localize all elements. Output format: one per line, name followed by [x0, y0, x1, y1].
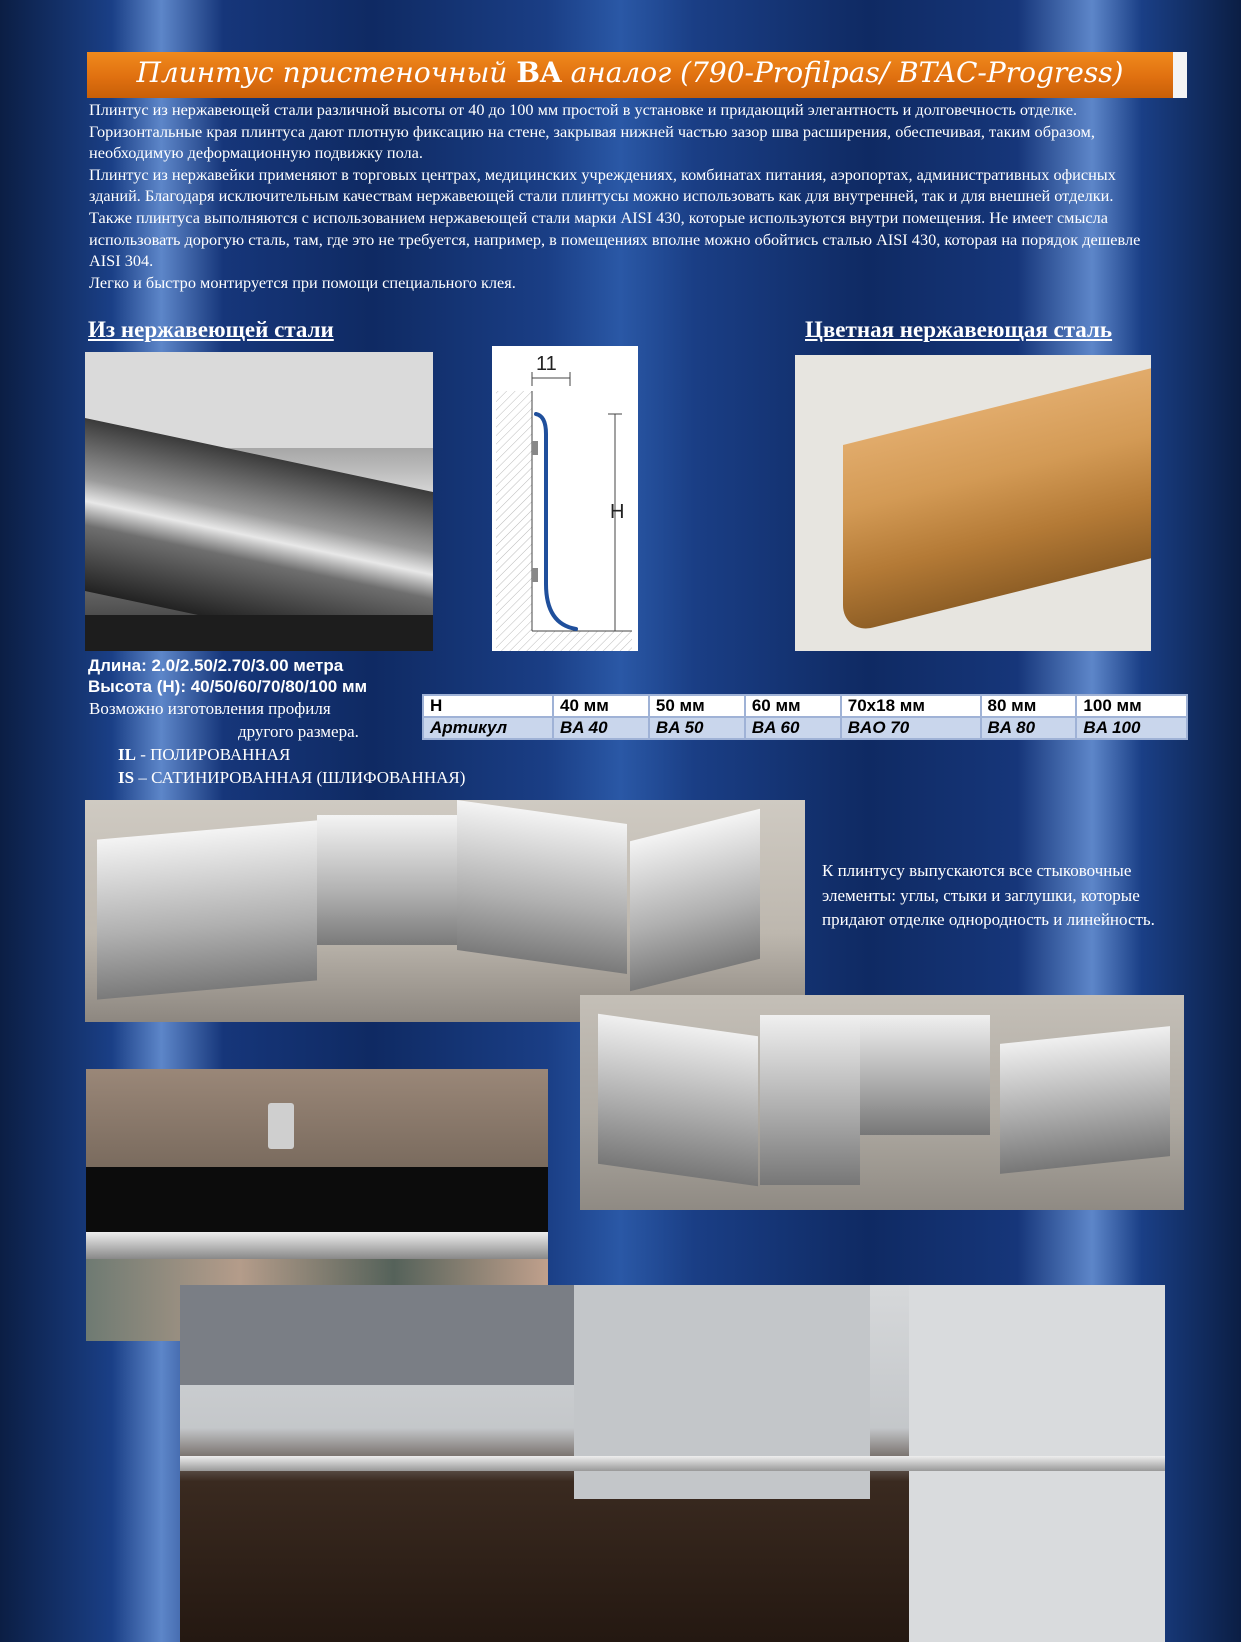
table-cell: BA 60 — [746, 718, 840, 738]
profile-drawing — [492, 346, 638, 651]
accessories-description: К плинтусу выпускаются все стыковочные элементы: углы, стыки и заглушки, которые придают отделке однородность и линейность. — [822, 861, 1155, 929]
heading-colored-steel: Цветная нержавеющая сталь — [805, 317, 1113, 342]
table-cell: 100 мм — [1077, 696, 1186, 716]
intro-paragraph: Легко и быстро монтируется при помощи специального клея. — [89, 272, 516, 292]
intro-paragraph: Плинтус из нержавейки применяют в торговых центрах, медицинских учреждениях, комбинатах питания, аэропортах, административных офисных зданий. Благодаря исключительным качествам нержавеющей стали плинтусы можно использовать как для внутренней, так и для внешней отделки. — [89, 164, 1116, 206]
sizes-table — [422, 694, 1188, 740]
intro-paragraph: Плинтус из нержавеющей стали различной высоты от 40 до 100 мм простой в установке и придающий элегантность и долговечность отделке. Горизонтальные края плинтуса дают плотную фиксацию на стене, закрывая нижней частью зазор шва расширения, обеспечивая, таким образом, необходимую деформационную подвижку пола. — [89, 100, 1095, 163]
custom-size-note-line2: другого размера. — [238, 722, 359, 741]
table-cell: BA 40 — [554, 718, 648, 738]
table-row — [424, 718, 1186, 738]
custom-size-note-line1: Возможно изготовления профиля — [89, 699, 331, 718]
finish-item: IL - ПОЛИРОВАННАЯ — [118, 745, 291, 764]
width-dimension-label: 11 — [536, 353, 557, 375]
intro-text — [89, 99, 1169, 293]
table-cell: BA 100 — [1077, 718, 1186, 738]
intro-paragraph: Также плинтуса выполняются с использованием нержавеющей стали марки AISI 430, которые используются внутри помещения. Не имеет смысла использовать дорогую сталь, там, где это не требуется, например, в помещениях вполне можно обойтись сталью AISI 430, которая на порядок дешевле AISI 304. — [89, 207, 1141, 271]
table-cell: BA 50 — [650, 718, 744, 738]
title-bar — [87, 52, 1187, 98]
height-spec: Высота (Н): 40/50/60/70/80/100 мм — [88, 677, 368, 696]
stainless-skirting-photo — [85, 352, 433, 651]
table-cell: 50 мм — [650, 696, 744, 716]
table-header-cell: Н — [424, 696, 552, 716]
heading-stainless: Из нержавеющей стали — [88, 317, 334, 342]
finish-item: IS – САТИНИРОВАННАЯ (ШЛИФОВАННАЯ) — [118, 768, 466, 787]
table-cell: 80 мм — [982, 696, 1076, 716]
table-cell: BAO 70 — [842, 718, 980, 738]
table-cell: BA 80 — [982, 718, 1076, 738]
table-row — [424, 696, 1186, 716]
page-title: Плинтус пристеночный BA аналог (790-Profilpas/ BTAC-Progress) — [136, 56, 1124, 89]
table-header-cell: Артикул — [424, 718, 552, 738]
finish-list — [118, 743, 465, 789]
interior-installation-photo — [180, 1285, 1165, 1642]
table-cell: 40 мм — [554, 696, 648, 716]
accessories-photo-2 — [580, 995, 1184, 1210]
length-spec: Длина: 2.0/2.50/2.70/3.00 метра — [88, 656, 344, 675]
colored-skirting-photo — [795, 355, 1151, 651]
table-cell: 70x18 мм — [842, 696, 980, 716]
specs-block — [88, 655, 367, 697]
accessories-photo-1 — [85, 800, 805, 1022]
table-cell: 60 мм — [746, 696, 840, 716]
profile-diagram — [492, 346, 638, 651]
height-dimension-label: H — [610, 501, 625, 523]
